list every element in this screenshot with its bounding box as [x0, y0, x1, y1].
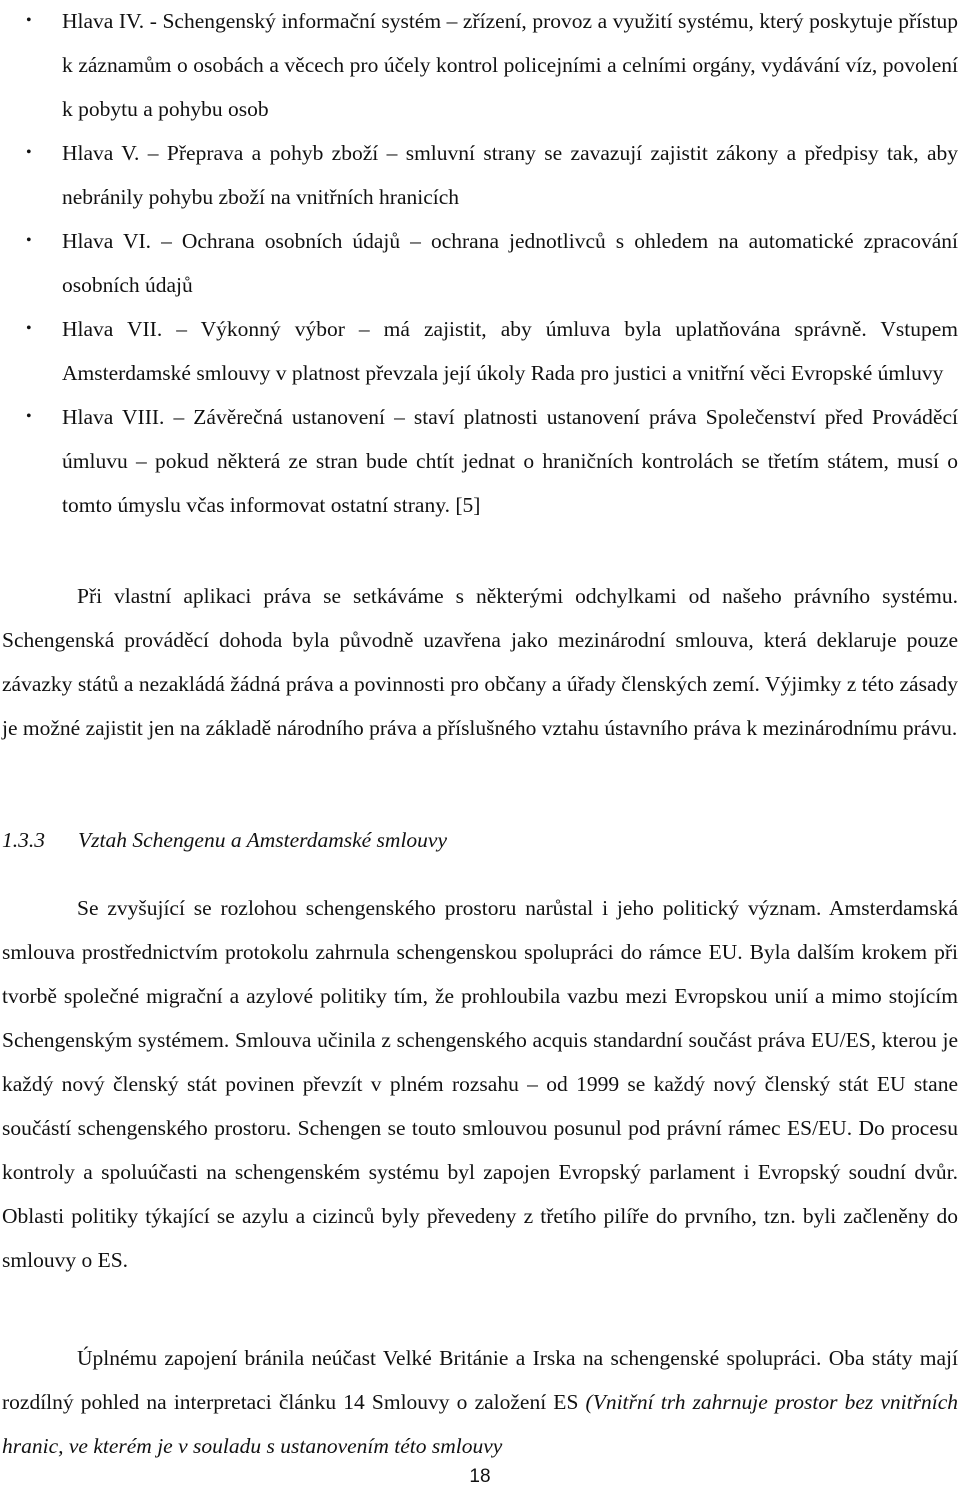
bullet-icon: •: [26, 12, 32, 29]
bullet-icon: •: [26, 320, 32, 337]
body-paragraph: Se zvyšující se rozlohou schengenského prostoru narůstal i jeho politický význam. Amsterdamská smlouva prostřednictvím protokolu zahrnula schengenskou spolupráci do rámce EU. Byla dalším krokem při tvorbě společné migrační a azylové politiky tím, že prohloubila vazbu mezi Evropskou unií a mimo stojícím Schengenským systémem. Smlouva učinila z schengenského acquis standardní součást práva EU/ES, kterou je každý nový členský stát povinen převzít v plném rozsahu – od 1999 se každý nový členský stát EU stane součástí schengenského prostoru. Schengen se touto smlouvou posunul pod právní rámec ES/EU. Do procesu kontroly a spoluúčasti na schengenském systému byl zapojen Evropský parlament i Evropský soudní dvůr. Oblasti politiky týkající se azylu a cizinců byly převedeny z třetího pilíře do prvního, tzn. byli začleněny do smlouvy o ES.: [2, 896, 958, 1272]
page-number: 18: [469, 1466, 491, 1487]
section-number: 1.3.3: [2, 828, 45, 852]
chapter-text: Hlava IV. - Schengenský informační systém – zřízení, provoz a využití systému, který poskytuje přístup k záznamům o osobách a věcech pro účely kontrol policejními a celními orgány, vydávání víz, povolení k pobytu a pohybu osob: [62, 9, 958, 121]
chapter-text: Hlava VI. – Ochrana osobních údajů – ochrana jednotlivců s ohledem na automatické zpracování osobních údajů: [62, 229, 958, 297]
section-title: Vztah Schengenu a Amsterdamské smlouvy: [78, 828, 448, 852]
chapter-list: [0, 0, 960, 527]
list-item: [0, 131, 960, 219]
list-item: [0, 219, 960, 307]
quoted-text: (Vnitřní trh zahrnuje prostor bez vnitřních hranic, ve kterém je v souladu s ustanovením této smlouvy: [2, 1390, 959, 1458]
chapter-text: Hlava VIII. – Závěrečná ustanovení – staví platnosti ustanovení práva Společenství před Prováděcí úmluvu – pokud některá ze stran bude chtít jednat o hraničních kontrolách se třetím státem, musí o tomto úmyslu včas informovat ostatní strany. [5]: [62, 405, 958, 517]
bullet-icon: •: [26, 144, 32, 161]
section-heading: [2, 818, 447, 862]
chapter-text: Hlava VII. – Výkonný výbor – má zajistit, aby úmluva byla uplatňována správně. Vstupem Amsterdamské smlouvy v platnost převzala její úkoly Rada pro justici a vnitřní věci Evropské úmluvy: [62, 317, 958, 385]
body-paragraph: [2, 1336, 958, 1468]
body-paragraph: Při vlastní aplikaci práva se setkáváme s některými odchylkami od našeho právního systému. Schengenská prováděcí dohoda byla původně uzavřena jako mezinárodní smlouva, která deklaruje pouze závazky států a nezakládá žádná práva a povinnosti pro občany a úřady členských zemí. Výjimky z této zásady je možné zajistit jen na základě národního práva a příslušného vztahu ústavního práva k mezinárodnímu právu.: [2, 584, 958, 740]
list-item: [0, 395, 960, 527]
paragraph-text: Úplnému zapojení bránila neúčast Velké Británie a Irska na schengenské spolupráci. Oba státy mají rozdílný pohled na interpretaci článku 14 Smlouvy o založení ES: [2, 1346, 958, 1414]
chapter-text: Hlava V. – Přeprava a pohyb zboží – smluvní strany se zavazují zajistit zákony a předpisy tak, aby nebránily pohybu zboží na vnitřních hranicích: [62, 141, 958, 209]
bullet-icon: •: [26, 232, 32, 249]
bullet-icon: •: [26, 408, 32, 425]
list-item: [0, 307, 960, 395]
list-item: [0, 0, 960, 131]
